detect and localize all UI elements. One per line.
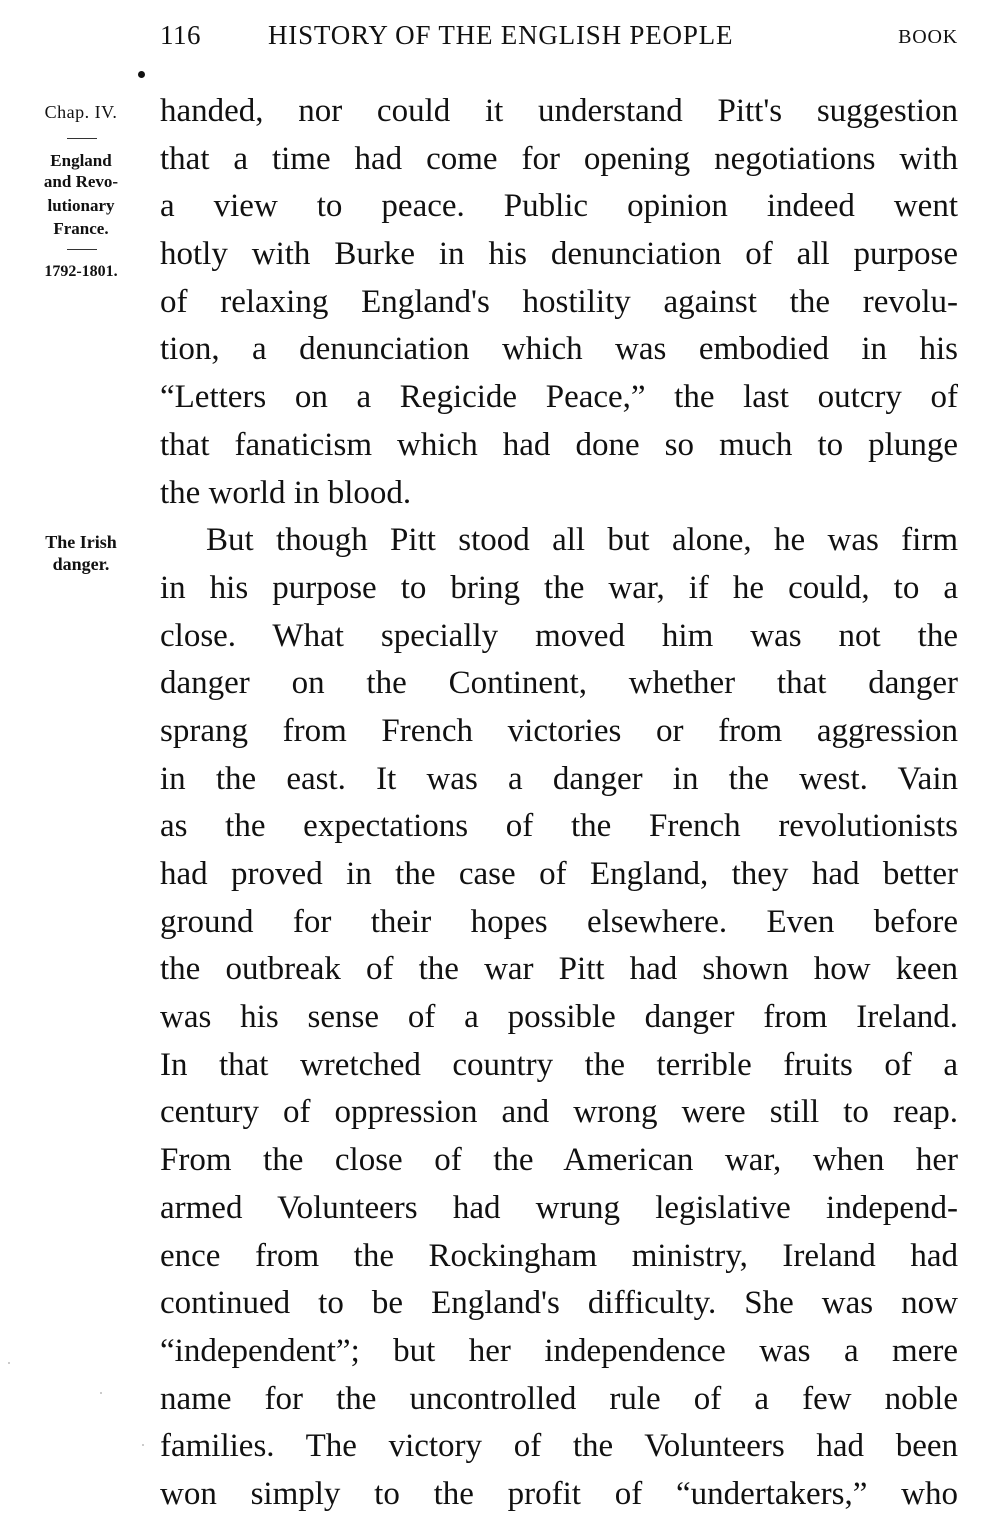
text-line: sprang from French victories or from aggression — [160, 712, 958, 749]
text-line: families. The victory of the Volunteers had been — [160, 1428, 958, 1465]
text-line: of relaxing England's hostility against the revolu- — [160, 283, 958, 320]
printer-mark — [138, 71, 145, 78]
text-line: won simply to the profit of “undertakers,” who — [160, 1475, 958, 1512]
running-header — [160, 20, 960, 56]
text-line: a view to peace. Public opinion indeed went — [160, 188, 958, 225]
text-line: had proved in the case of England, they had better — [160, 856, 958, 892]
text-line: “independent”; but her independence was a mere — [160, 1332, 958, 1369]
text-line: was his sense of a possible danger from Ireland. — [160, 999, 958, 1036]
page-number: 116 — [160, 20, 201, 50]
text-line: tion, a denunciation which was embodied in his — [160, 331, 958, 368]
sidenote-irish-line: The Irish — [45, 532, 117, 552]
text-line: in the east. It was a danger in the west. Vain — [160, 760, 958, 797]
paragraph-pitt-isolation — [160, 88, 958, 517]
text-line: that fanaticism which had done so much to plunge — [160, 426, 958, 463]
text-line: In that wretched country the terrible fruits of a — [160, 1046, 958, 1083]
text-line: hotly with Burke in his denunciation of all purpose — [160, 236, 958, 273]
text-line: the world in blood. — [160, 474, 412, 511]
sidenote-rule — [67, 138, 97, 139]
scan-speck — [8, 1362, 10, 1364]
text-line: continued to be England's difficulty. She was now — [160, 1285, 958, 1322]
text-line: handed, nor could it understand Pitt's suggestion — [160, 93, 958, 129]
text-line: From the close of the American war, when her — [160, 1142, 958, 1179]
text-line: the outbreak of the war Pitt had shown how keen — [160, 951, 958, 988]
sidenote-topic-line: France. — [53, 219, 109, 238]
sidenote-irish-line: danger. — [52, 554, 110, 574]
sidenote-topic-line: England — [50, 151, 112, 170]
text-line: century of oppression and wrong were still to reap. — [160, 1094, 958, 1131]
text-line: ence from the Rockingham ministry, Ireland had — [160, 1237, 958, 1274]
scan-speck — [100, 1392, 102, 1394]
sidenote-topic-line: and Revo- — [43, 172, 119, 191]
text-line: as the expectations of the French revolutionists — [160, 808, 958, 845]
text-line: that a time had come for opening negotiations with — [160, 140, 958, 177]
text-line: ground for their hopes elsewhere. Even before — [160, 903, 958, 940]
text-line: danger on the Continent, whether that danger — [160, 665, 958, 702]
text-line: “Letters on a Regicide Peace,” the last outcry of — [160, 379, 958, 416]
text-line: name for the uncontrolled rule of a few noble — [160, 1380, 958, 1417]
paragraph-irish-danger — [160, 517, 958, 1518]
sidenote-rule — [67, 249, 97, 250]
sidenote-topic-line: lutionary — [47, 196, 115, 215]
sidenote-irish-danger — [12, 531, 150, 575]
text-line: close. What specially moved him was not the — [160, 617, 958, 654]
text-line: in his purpose to bring the war, if he could, to a — [160, 569, 958, 606]
scan-speck — [142, 1444, 144, 1446]
book-label: BOOK — [898, 26, 958, 48]
sidenote-chapter: Chap. IV. — [44, 102, 118, 122]
text-line: armed Volunteers had wrung legislative independ- — [160, 1189, 958, 1226]
body-text — [160, 88, 958, 1519]
text-line: But though Pitt stood all but alone, he was firm — [206, 522, 958, 559]
running-title: HISTORY OF THE ENGLISH PEOPLE — [268, 20, 734, 50]
sidenote-date-range: 1792-1801. — [44, 263, 118, 280]
